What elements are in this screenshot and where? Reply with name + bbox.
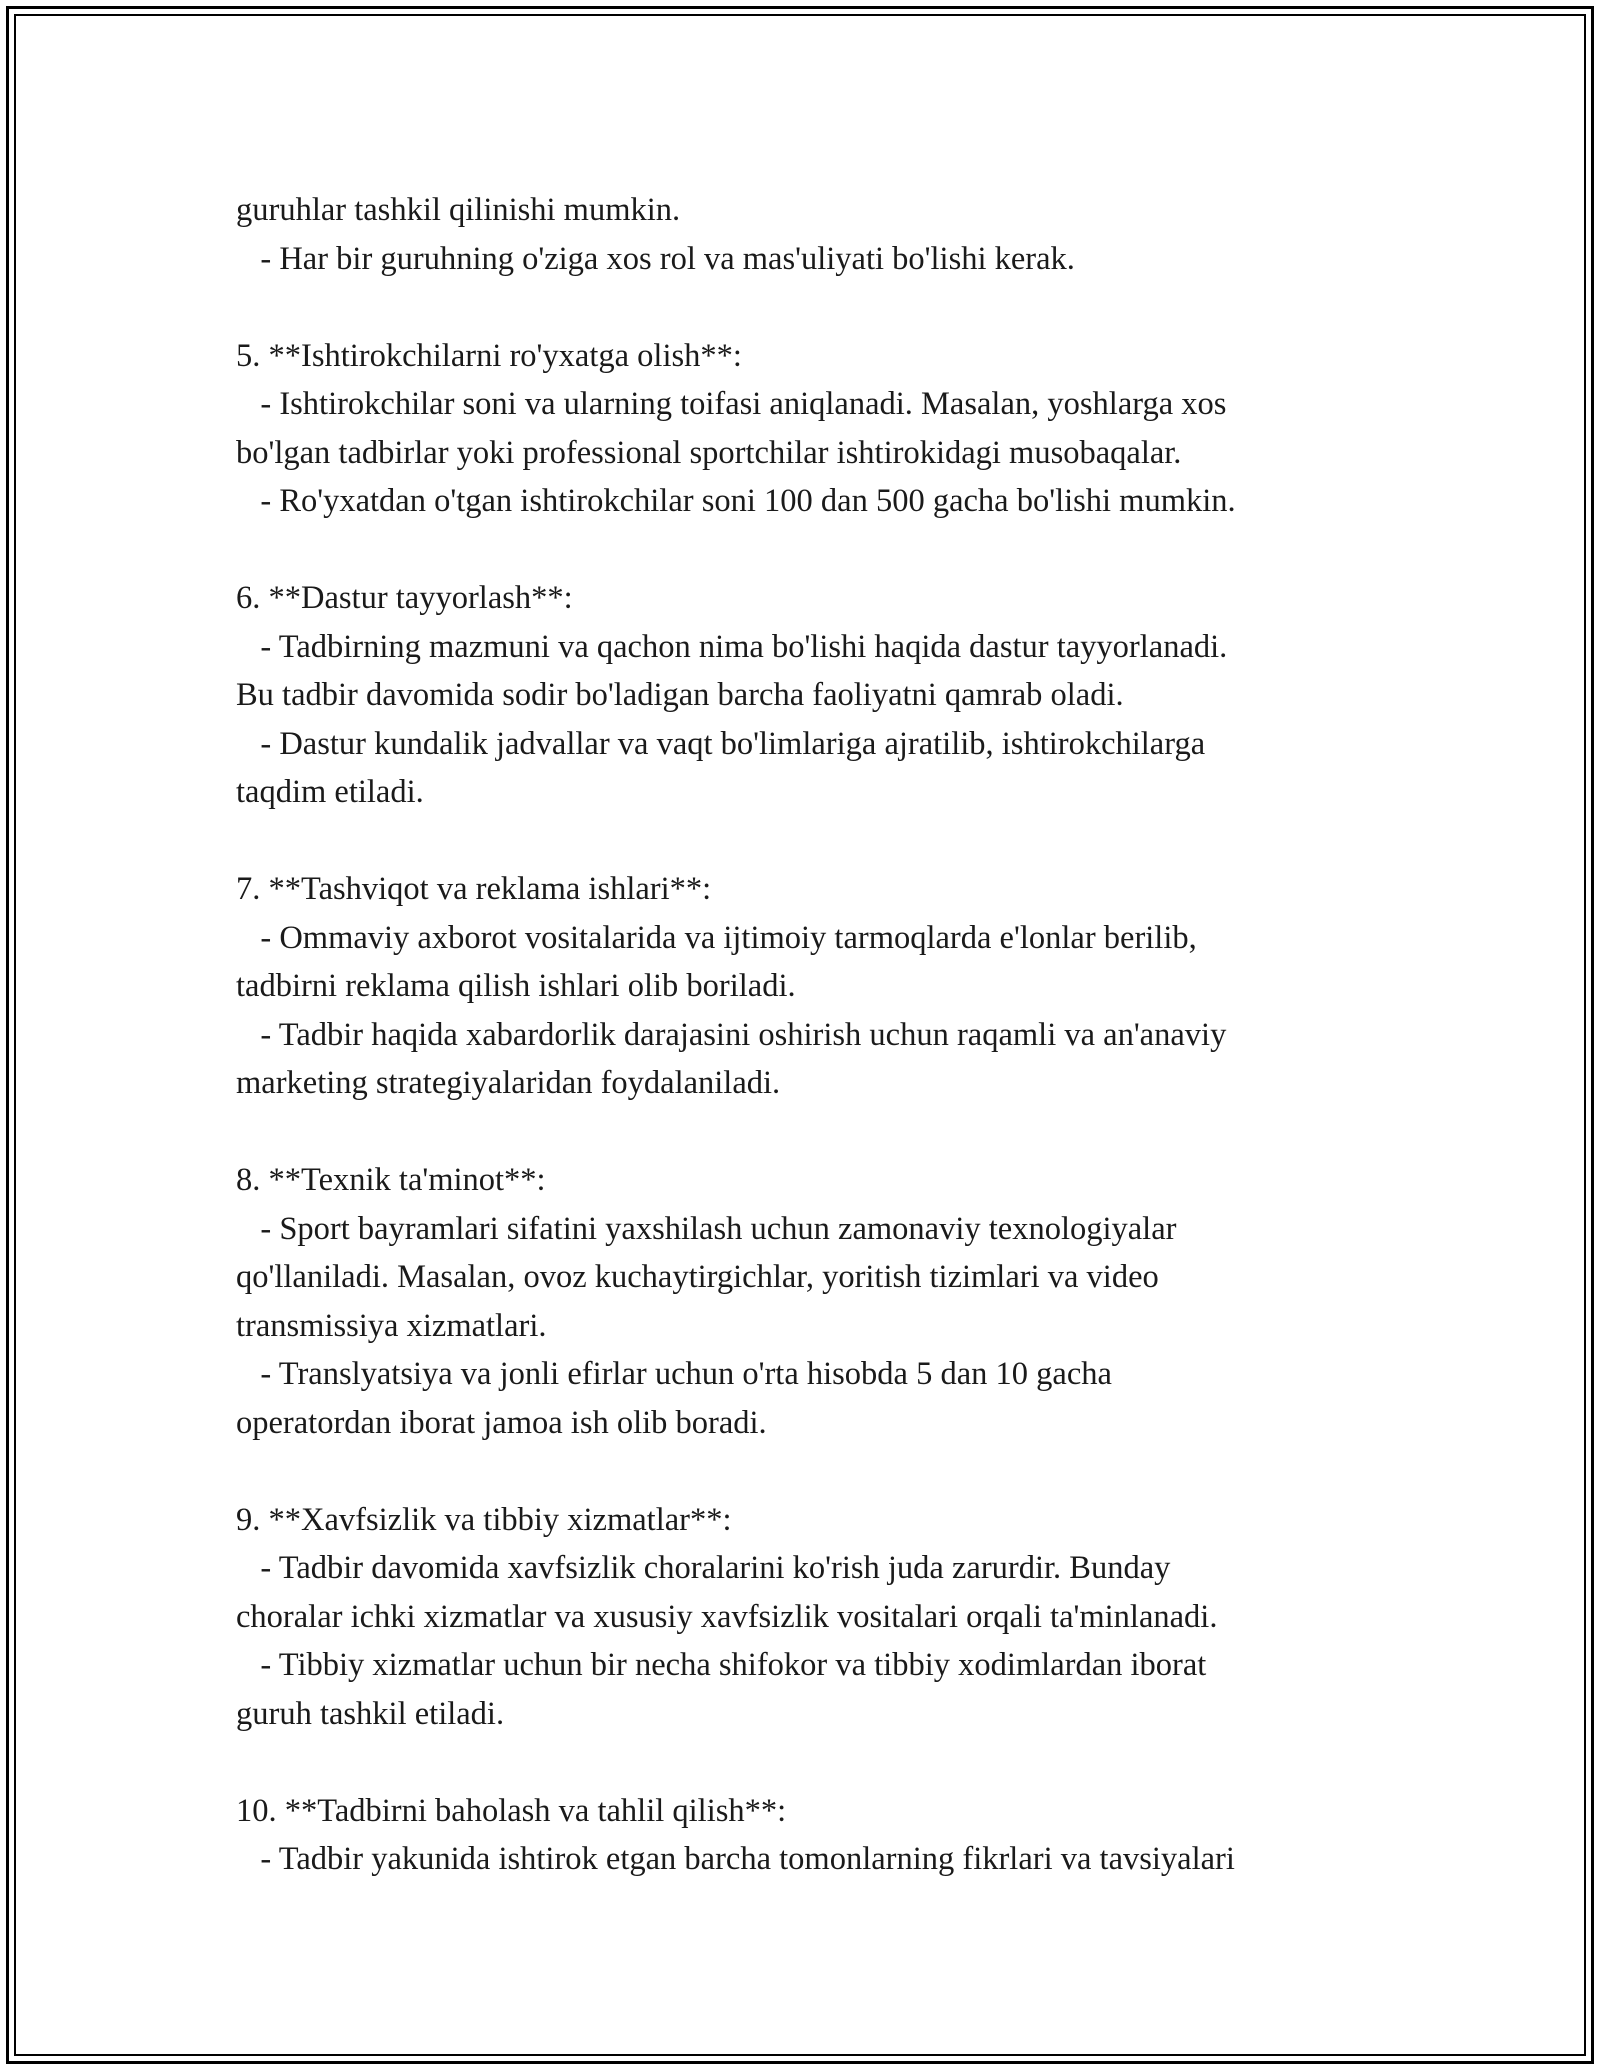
- text-line: guruh tashkil etiladi.: [236, 1695, 505, 1732]
- blank-line: [236, 1108, 1426, 1157]
- blank-line: [236, 526, 1426, 575]
- text-line: - Tadbirning mazmuni va qachon nima bo'lishi haqida dastur tayyorlanadi.: [236, 628, 1228, 665]
- text-line: Bu tadbir davomida sodir bo'ladigan barcha faoliyatni qamrab oladi.: [236, 677, 1124, 713]
- text-line: operatordan iborat jamoa ish olib boradi.: [236, 1404, 767, 1441]
- text-line: - Ommaviy axborot vositalarida va ijtimoiy tarmoqlarda e'lonlar berilib,: [236, 919, 1197, 956]
- text-line: - Sport bayramlari sifatini yaxshilash uchun zamonaviy texnologiyalar: [236, 1210, 1177, 1247]
- section-heading: 9. **Xavfsizlik va tibbiy xizmatlar**:: [236, 1501, 732, 1538]
- text-line: guruhlar tashkil qilinishi mumkin.: [236, 192, 681, 228]
- text-line: - Tadbir davomida xavfsizlik choralarini ko'rish juda zarurdir. Bunday: [236, 1550, 1171, 1586]
- section-heading: 5. **Ishtirokchilarni ro'yxatga olish**:: [236, 337, 742, 374]
- text-line: - Tadbir haqida xabardorlik darajasini oshirish uchun raqamli va an'anaviy: [236, 1016, 1227, 1053]
- text-line: - Ro'yxatdan o'tgan ishtirokchilar soni 100 dan 500 gacha bo'lishi mumkin.: [236, 483, 1236, 519]
- blank-line: [236, 1738, 1426, 1787]
- text-line: tadbirni reklama qilish ishlari olib boriladi.: [236, 968, 796, 1004]
- section-heading: 10. **Tadbirni baholash va tahlil qilish**:: [236, 1792, 787, 1829]
- section-heading: 8. **Texnik ta'minot**:: [236, 1162, 546, 1198]
- text-line: marketing strategiyalaridan foydalaniladi.: [236, 1065, 781, 1101]
- section-heading: 6. **Dastur tayyorlash**:: [236, 580, 573, 616]
- text-line: - Dastur kundalik jadvallar va vaqt bo'limlariga ajratilib, ishtirokchilarga: [236, 725, 1206, 762]
- text-line: transmissiya xizmatlari.: [236, 1307, 547, 1344]
- text-line: choralar ichki xizmatlar va xususiy xavfsizlik vositalari orqali ta'minlanadi.: [236, 1598, 1218, 1635]
- blank-line: [236, 283, 1426, 332]
- text-line: - Tadbir yakunida ishtirok etgan barcha tomonlarning fikrlari va tavsiyalari: [236, 1841, 1235, 1877]
- text-line: bo'lgan tadbirlar yoki professional sportchilar ishtirokidagi musobaqalar.: [236, 434, 1182, 471]
- text-line: taqdim etiladi.: [236, 774, 424, 810]
- blank-line: [236, 1447, 1426, 1496]
- text-line: - Translyatsiya va jonli efirlar uchun o'rta hisobda 5 dan 10 gacha: [236, 1356, 1112, 1392]
- document-body: [236, 186, 1426, 1884]
- text-line: qo'llaniladi. Masalan, ovoz kuchaytirgichlar, yoritish tizimlari va video: [236, 1259, 1159, 1295]
- text-line: - Tibbiy xizmatlar uchun bir necha shifokor va tibbiy xodimlardan iborat: [236, 1647, 1207, 1683]
- section-heading: 7. **Tashviqot va reklama ishlari**:: [236, 871, 712, 907]
- blank-line: [236, 817, 1426, 866]
- text-line: - Har bir guruhning o'ziga xos rol va mas'uliyati bo'lishi kerak.: [236, 240, 1075, 277]
- text-line: - Ishtirokchilar soni va ularning toifasi aniqlanadi. Masalan, yoshlarga xos: [236, 386, 1227, 422]
